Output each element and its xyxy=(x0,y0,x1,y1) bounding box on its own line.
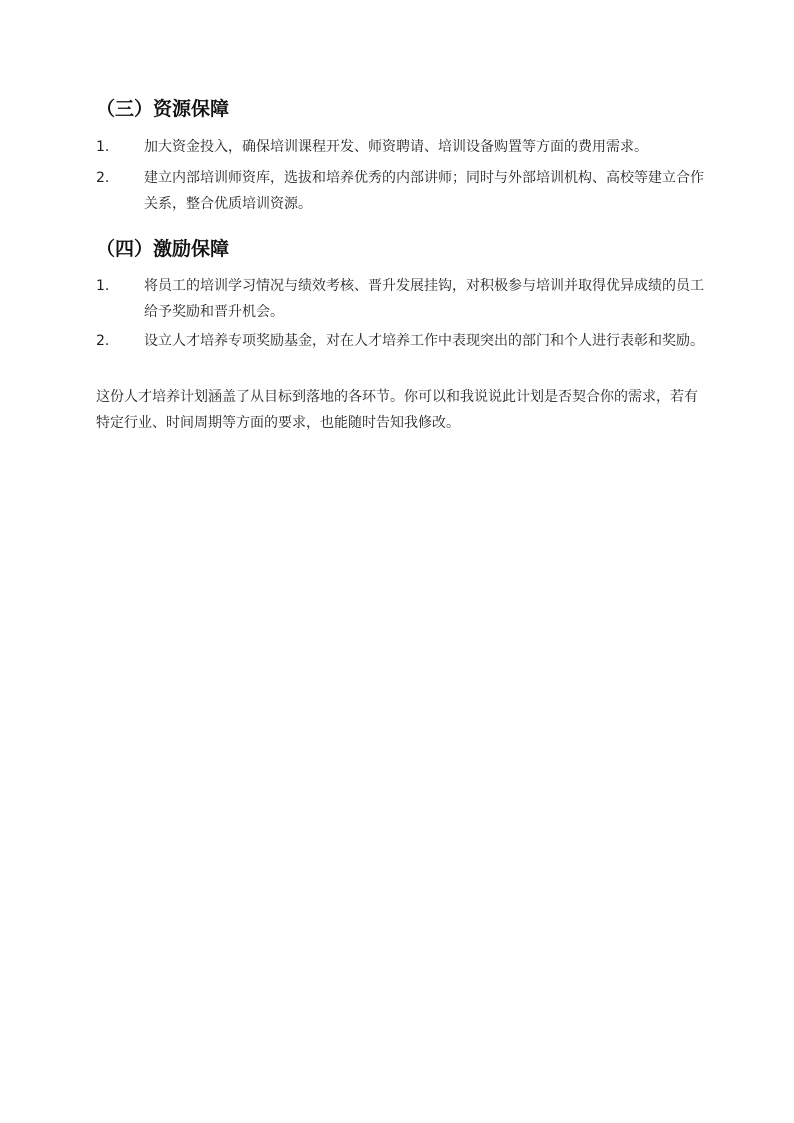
list-number: 2. xyxy=(96,170,110,186)
list-number: 1. xyxy=(96,139,110,155)
list-text: 将员工的培训学习情况与绩效考核、晋升发展挂钩，对积极参与培训并取得优异成绩的员工给予奖励和晋升机会。 xyxy=(144,278,704,320)
list-text: 设立人才培养专项奖励基金，对在人才培养工作中表现突出的部门和个人进行表彰和奖励。 xyxy=(144,333,704,349)
list-number: 1. xyxy=(96,278,110,294)
list-item xyxy=(96,328,706,380)
list-item xyxy=(96,134,706,160)
list-item xyxy=(96,165,706,217)
summary-paragraph: 这份人才培养计划涵盖了从目标到落地的各环节。你可以和我说说此计划是否契合你的需求，若有特定行业、时间周期等方面的要求，也能随时告知我修改。 xyxy=(96,389,698,431)
list-number: 2. xyxy=(96,333,110,349)
list-item xyxy=(96,273,706,325)
list-text: 加大资金投入，确保培训课程开发、师资聘请、培训设备购置等方面的费用需求。 xyxy=(144,139,648,155)
section-heading-incentives: （四）激励保障 xyxy=(96,238,230,260)
list-text: 建立内部培训师资库，选拔和培养优秀的内部讲师；同时与外部培训机构、高校等建立合作关系，整合优质培训资源。 xyxy=(144,170,704,212)
section-heading-resources: （三）资源保障 xyxy=(96,98,230,120)
